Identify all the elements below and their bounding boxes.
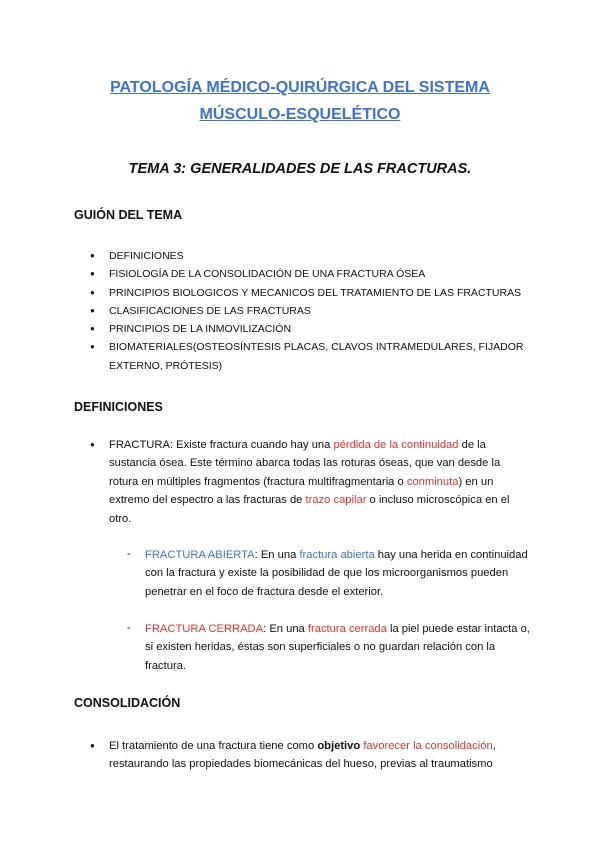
consolidacion-heading: CONSOLIDACIÓN	[74, 696, 181, 710]
dash-icon: -	[127, 548, 131, 560]
bullet-icon: ●	[90, 741, 95, 750]
dash-icon: -	[127, 622, 131, 634]
list-item: ● DEFINICIONES	[90, 247, 540, 265]
list-item: ● PRINCIPIOS DE LA INMOVILIZACIÓN	[90, 320, 540, 338]
list-item: ● FISIOLOGÍA DE LA CONSOLIDACIÓN DE UNA FRACTURA ÓSEA	[90, 265, 540, 283]
definiciones-heading: DEFINICIONES	[74, 400, 163, 414]
guion-list	[90, 247, 540, 375]
document-title-line2: MÚSCULO-ESQUELÉTICO	[199, 106, 401, 123]
tema-heading: TEMA 3: GENERALIDADES DE LAS FRACTURAS.	[128, 161, 472, 177]
guion-heading: GUIÓN DEL TEMA	[74, 208, 183, 222]
consolidacion-paragraph: El tratamiento de una fractura tiene como objetivo favorecer la consolidación, restaurando las propiedades biomecánicas del hueso, previas al traumatismo	[109, 740, 496, 771]
list-item: ● PRINCIPIOS BIOLOGICOS Y MECANICOS DEL TRATAMIENTO DE LAS FRACTURAS	[90, 284, 540, 302]
document-title-line1: PATOLOGÍA MÉDICO-QUIRÚRGICA DEL SISTEMA	[110, 79, 490, 96]
fractura-abierta-definition: FRACTURA ABIERTA: En una fractura abierta hay una herida en continuidad con la fractura y existe la posibilidad de que los microorganismos pueden penetrar en el foco de fractura desde el exterior.	[145, 549, 528, 598]
list-item: ● CLASIFICACIONES DE LAS FRACTURAS	[90, 302, 540, 320]
fractura-definition: FRACTURA: Existe fractura cuando hay una pérdida de la continuidad de la sustancia ósea. Este término abarca todas las roturas óseas, que van desde la rotura en múltiples fragmentos (fractura multifragmentaria o conminuta) en un extremo del espectro a las fracturas de trazo capilar o incluso microscópica en el otro.	[109, 439, 510, 525]
bullet-icon: ●	[90, 440, 95, 449]
fractura-cerrada-definition: FRACTURA CERRADA: En una fractura cerrada la piel puede estar intacta o, si existen heridas, éstas son superficiales o no guardan relación con la fractura.	[145, 623, 530, 672]
list-item: ● BIOMATERIALES(OSTEOSÍNTESIS PLACAS, CLAVOS INTRAMEDULARES, FIJADOR EXTERNO, PRÓTESIS)	[90, 338, 540, 375]
